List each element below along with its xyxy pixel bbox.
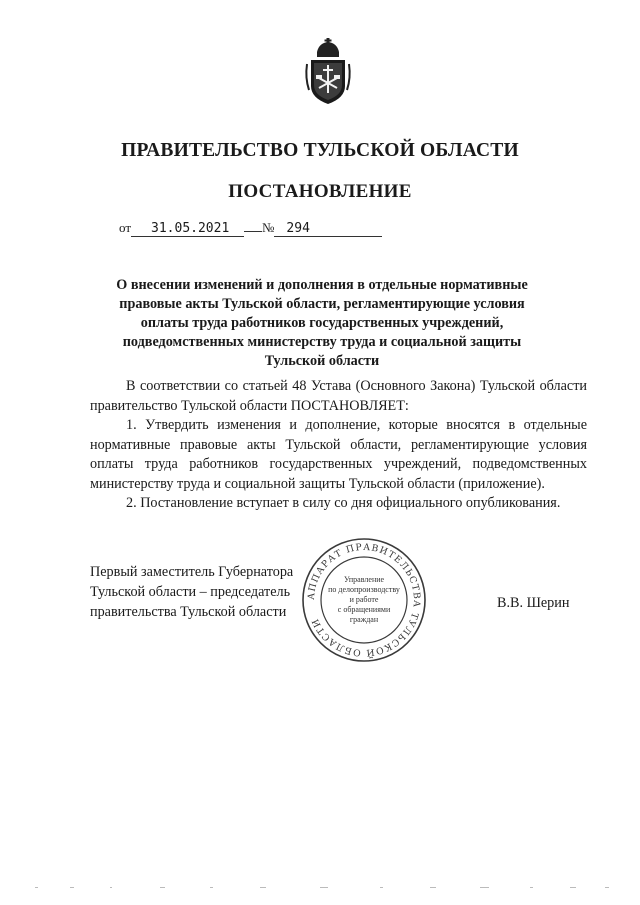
- svg-text:и работе: и работе: [349, 595, 379, 604]
- svg-text:с обращениями: с обращениями: [337, 605, 391, 614]
- number-value: 294: [274, 222, 382, 237]
- body-paragraph: В соответствии со статьей 48 Устава (Основного Закона) Тульской области правительство Тульской области ПОСТАНОВЛЯЕТ:: [90, 378, 587, 414]
- scan-artifact-line: [30, 886, 620, 890]
- document-title: О внесении изменений и дополнения в отдельные нормативные правовые акты Тульской области, регламентирующие условия оплаты труда работников государственных учреждений, подведомственных министерству труда и социальной защиты Тульской области: [116, 277, 528, 369]
- svg-text:по делопроизводству: по делопроизводству: [328, 585, 400, 594]
- svg-text:АППАРАТ ПРАВИТЕЛЬСТВА ТУЛЬСКОЙ: АППАРАТ ПРАВИТЕЛЬСТВА ТУЛЬСКОЙ ОБЛАСТИ: [305, 541, 423, 659]
- number-label: №: [262, 220, 275, 235]
- svg-text:Управление: Управление: [343, 575, 385, 584]
- date-label: от: [119, 220, 132, 235]
- signer-position-line: Тульской области – председатель: [90, 583, 291, 600]
- svg-text:граждан: граждан: [349, 615, 379, 624]
- date-value: 31.05.2021: [131, 222, 244, 237]
- body-paragraph: 1. Утвердить изменения и дополнение, которые вносятся в отдельные нормативные правовые акты Тульской области, регламентирующие условия оплаты труда работников государственных учреждений, подведомственных министерству труда и социальной защиты Тульской области (приложение).: [90, 417, 587, 492]
- signer-position-line: Первый заместитель Губернатора: [90, 564, 294, 580]
- organization-title: ПРАВИТЕЛЬСТВО ТУЛЬСКОЙ ОБЛАСТИ: [121, 140, 519, 161]
- signer-name: В.В. Шерин: [497, 595, 570, 611]
- document-type: ПОСТАНОВЛЕНИЕ: [228, 181, 412, 202]
- official-stamp: [300, 536, 428, 664]
- body-paragraph: 2. Постановление вступает в силу со дня официального опубликования.: [126, 495, 561, 511]
- date-number-line: [119, 220, 382, 237]
- tula-coat-of-arms-icon: [303, 38, 353, 106]
- signer-position: [90, 563, 293, 622]
- signer-position-line: правительства Тульской области: [90, 603, 287, 620]
